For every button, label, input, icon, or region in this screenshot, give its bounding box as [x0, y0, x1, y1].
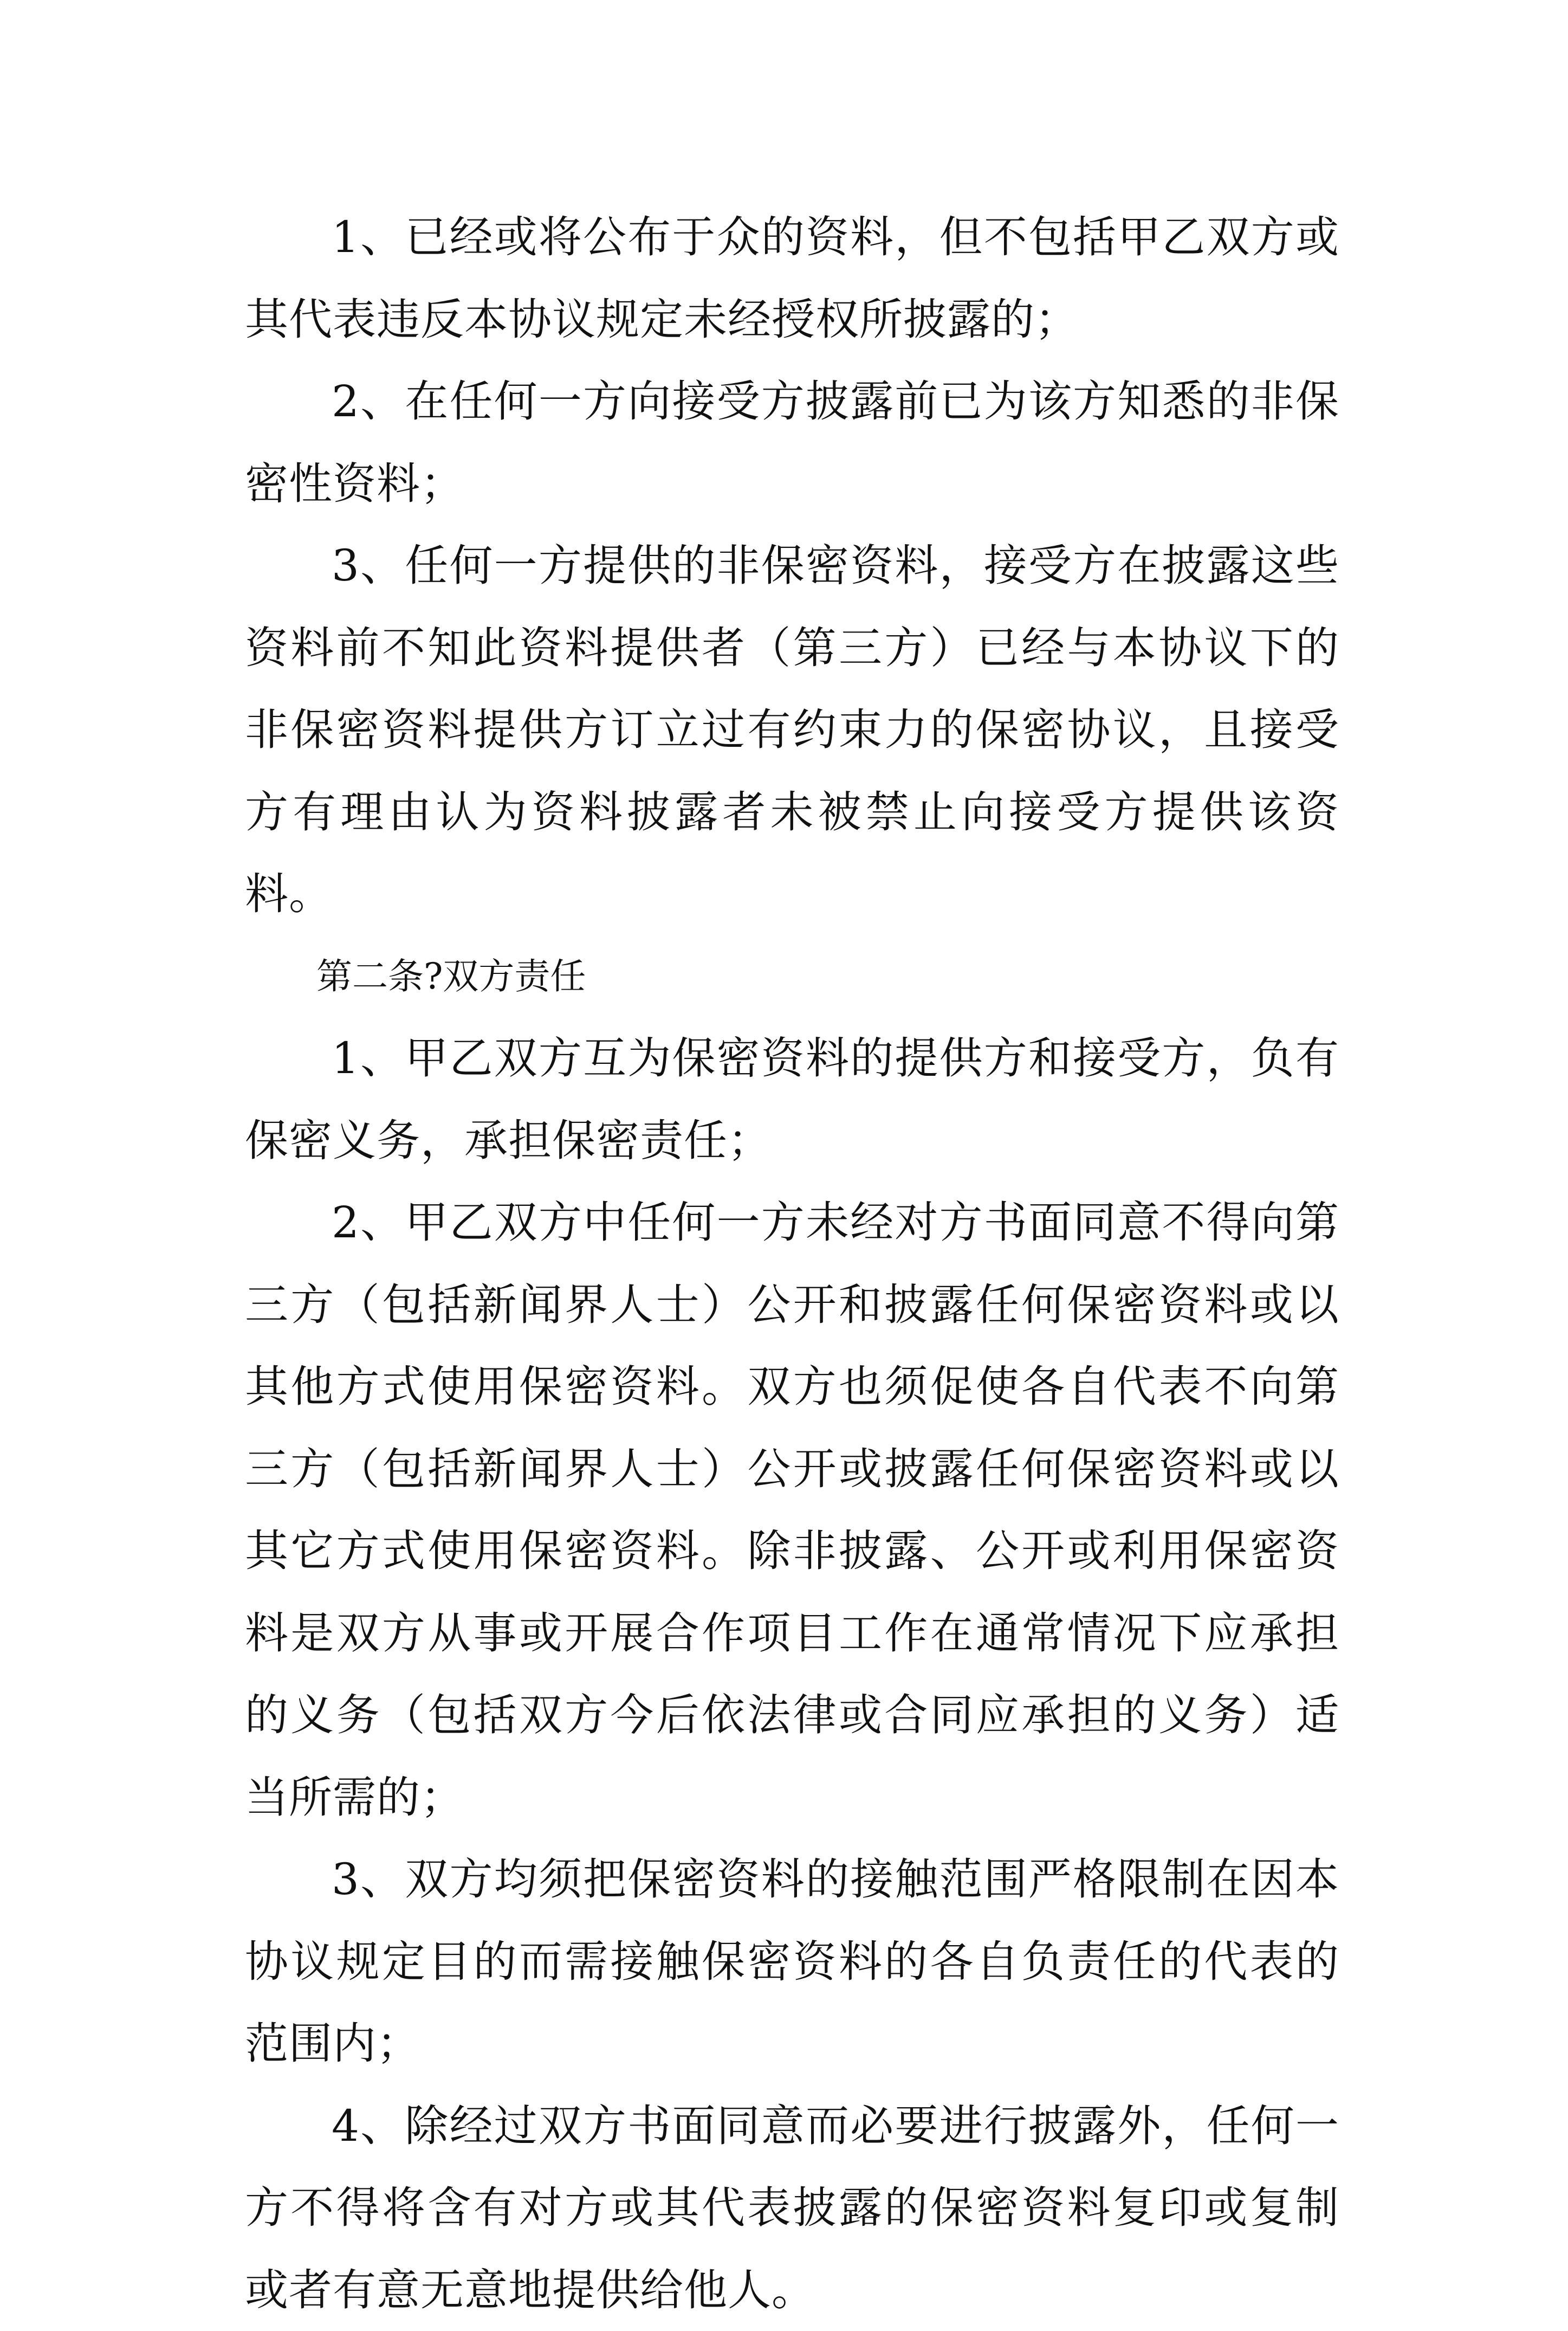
clause-paragraph-non-disclosure: 2、甲乙双方中任何一方未经对方书面同意不得向第三方（包括新闻界人士）公开和披露任何保密资料或以其他方式使用保密资料。双方也须促使各自代表不向第三方（包括新闻界人士）公开或披露任何保密资料或以其它方式使用保密资料。除非披露、公开或利用保密资料是双方从事或开展合作项目工作在通常情况下应承担的义务（包括双方今后依法律或合同应承担的义务）适当所需的；: [245, 1181, 1339, 1838]
clause-paragraph-known-info: 2、在任何一方向接受方披露前已为该方知悉的非保密性资料；: [245, 360, 1339, 525]
clause-paragraph-mutual-obligation: 1、甲乙双方互为保密资料的提供方和接受方，负有保密义务，承担保密责任；: [245, 1017, 1339, 1181]
clause-paragraph-public-info: 1、已经或将公布于众的资料，但不包括甲乙双方或其代表违反本协议规定未经授权所披露的；: [245, 196, 1339, 360]
clause-paragraph-no-copying: 4、除经过双方书面同意而必要进行披露外，任何一方不得将含有对方或其代表披露的保密资料复印或复制或者有意无意地提供给他人。: [245, 2085, 1339, 2331]
clause-paragraph-access-limit: 3、双方均须把保密资料的接触范围严格限制在因本协议规定目的而需接触保密资料的各自负责任的代表的范围内；: [245, 1838, 1339, 2085]
document-body: [245, 196, 1339, 2331]
clause-paragraph-third-party-info: 3、任何一方提供的非保密资料，接受方在披露这些资料前不知此资料提供者（第三方）已经与本协议下的非保密资料提供方订立过有约束力的保密协议，且接受方有理由认为资料披露者未被禁止向接受方提供该资料。: [245, 525, 1339, 935]
article-heading: 第二条?双方责任: [245, 935, 1339, 1018]
